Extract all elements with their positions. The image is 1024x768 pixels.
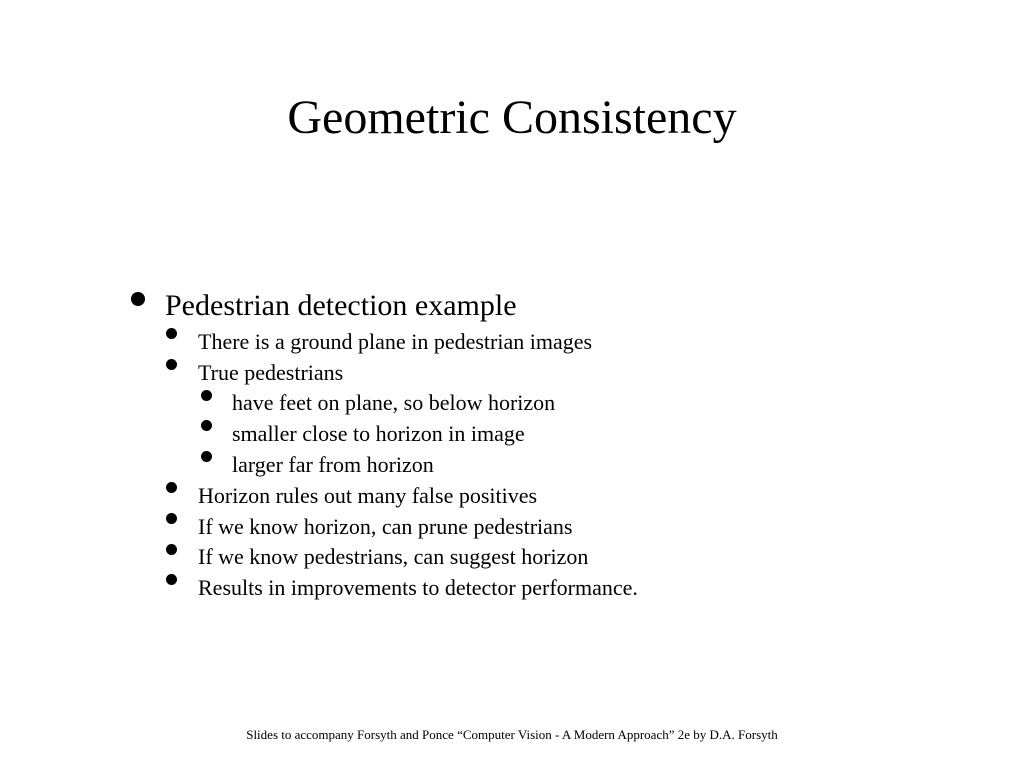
bullet-dot-icon (201, 451, 212, 462)
bullet-dot-icon (166, 328, 177, 339)
bullet-text: If we know horizon, can prune pedestrians (198, 514, 573, 539)
bullet-text: Results in improvements to detector performance. (198, 575, 638, 600)
bullet-dot-icon (166, 482, 177, 493)
bullet-text: have feet on plane, so below horizon (232, 390, 556, 415)
slide-footer: Slides to accompany Forsyth and Ponce “Computer Vision - A Modern Approach” 2e by D.A. Forsyth (246, 727, 778, 742)
bullet-dot-icon (166, 359, 177, 370)
slide-title: Geometric Consistency (287, 91, 737, 144)
bullet-dot-icon (201, 390, 212, 401)
bullet-dot-icon (201, 420, 212, 431)
bullet-text: True pedestrians (198, 360, 344, 385)
bullet-text: Horizon rules out many false positives (198, 483, 538, 508)
bullet-dot-icon (166, 513, 177, 524)
bullet-text: larger far from horizon (232, 452, 434, 477)
bullet-text: If we know pedestrians, can suggest horizon (198, 544, 589, 569)
bullet-dot-icon (131, 292, 145, 306)
bullet-text: smaller close to horizon in image (232, 421, 525, 446)
bullet-dot-icon (166, 574, 177, 585)
bullet-text: There is a ground plane in pedestrian images (198, 329, 593, 354)
bullet-dot-icon (166, 544, 177, 555)
bullet-text: Pedestrian detection example (165, 289, 517, 322)
